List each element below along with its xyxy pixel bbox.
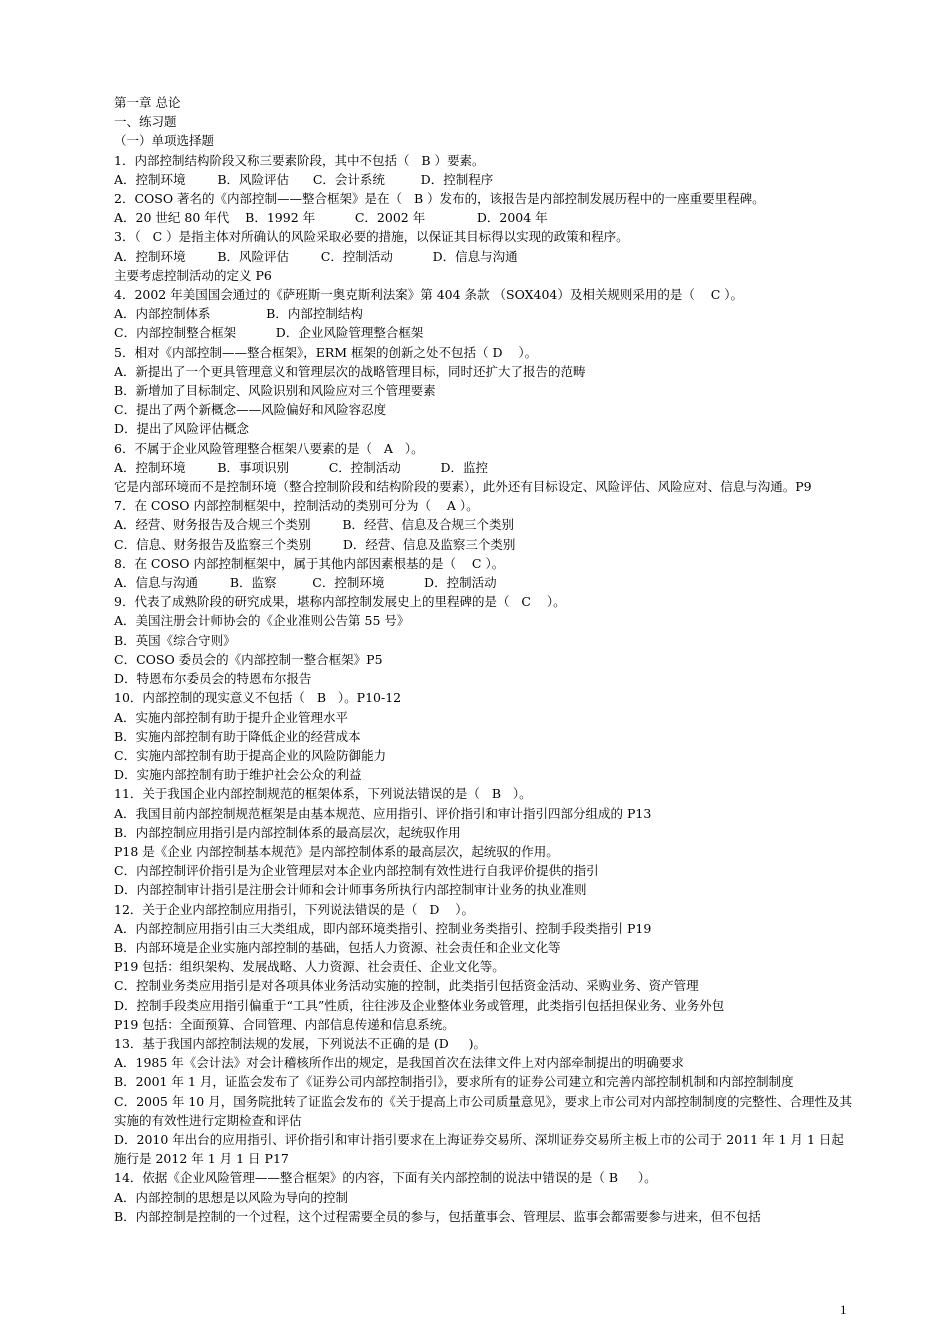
text-line: B．英国《综合守则》 bbox=[114, 632, 236, 648]
text-line: C．控制业务类应用指引是对各项具体业务活动实施的控制，此类指引包括资金活动、采购业务、资产管理 bbox=[114, 978, 699, 994]
text-line: D．特恩布尔委员会的特恩布尔报告 bbox=[114, 671, 312, 687]
text-line: A．控制环境 B．事项识别 C．控制活动 D．监控 bbox=[114, 459, 489, 475]
text-line: 5．相对《内部控制——整合框架》，ERM 框架的创新之处不包括（ D ）。 bbox=[114, 344, 538, 360]
text-line: A．内部控制应用指引由三大类组成，即内部环境类指引、控制业务类指引、控制手段类指引 P19 bbox=[114, 920, 652, 936]
text-line: 4．2002 年美国国会通过的《萨班斯一奥克斯利法案》第 404 条款 （SOX404）及相关规则采用的是（ C ）。 bbox=[114, 287, 744, 303]
text-line: D．控制手段类应用指引偏重于“工具”性质，往往涉及企业整体业务或管理，此类指引包括担保业务、业务外包 bbox=[114, 997, 725, 1013]
text-line: 2．COSO 著名的《内部控制——整合框架》是在（ B ）发布的，该报告是内部控制发展历程中的一座重要里程碑。 bbox=[114, 191, 765, 207]
text-line: C．信息、财务报告及监察三个类别 D．经营、信息及监察三个类别 bbox=[114, 536, 516, 552]
text-line: 9．代表了成熟阶段的研究成果，堪称内部控制发展史上的里程碑的是（ C ）。 bbox=[114, 594, 566, 610]
text-line: B．内部控制是控制的一个过程，这个过程需要全员的参与，包括董事会、管理层、监事会都需要参与进来，但不包括 bbox=[114, 1208, 761, 1224]
text-line: A．20 世纪 80 年代 B．1992 年 C．2002 年 D．2004 年 bbox=[114, 210, 548, 226]
text-line: A．1985 年《会计法》对会计稽核所作出的规定，是我国首次在法律文件上对内部牵制提出的明确要求 bbox=[114, 1055, 684, 1071]
text-line: P19 包括：全面预算、合同管理、内部信息传递和信息系统。 bbox=[114, 1016, 455, 1032]
text-line: 11．关于我国企业内部控制规范的框架体系，下列说法错误的是（ B ）。 bbox=[114, 786, 532, 802]
text-line: D．实施内部控制有助于维护社会公众的利益 bbox=[114, 767, 362, 783]
text-line: 3．（ C ）是指主体对所确认的风险采取必要的措施，以保证其目标得以实现的政策和程序。 bbox=[114, 229, 629, 245]
text-line: C．内部控制评价指引是为企业管理层对本企业内部控制有效性进行自我评价提供的指引 bbox=[114, 863, 599, 879]
text-line: B．实施内部控制有助于降低企业的经营成本 bbox=[114, 728, 361, 744]
text-line: B．新增加了目标制定、风险识别和风险应对三个管理要素 bbox=[114, 383, 436, 399]
text-paragraph: B．2001 年 1 月，证监会发布了《证券公司内部控制指引》，要求所有的证券公司建立和完善内部控制机制和内部控制制度 bbox=[114, 1074, 794, 1090]
text-line: 8．在 COSO 内部控制框架中，属于其他内部因素根基的是（ C ）。 bbox=[114, 555, 505, 571]
text-line: D．内部控制审计指引是注册会计师和会计师事务所执行内部控制审计业务的执业准则 bbox=[114, 882, 587, 898]
text-line: A．我国目前内部控制规范框架是由基本规范、应用指引、评价指引和审计指引四部分组成的 P13 bbox=[114, 805, 652, 821]
text-line: A．经营、财务报告及合规三个类别 B．经营、信息及合规三个类别 bbox=[114, 517, 515, 533]
text-line: （一）单项选择题 bbox=[114, 133, 215, 149]
text-line: A．控制环境 B．风险评估 C．控制活动 D．信息与沟通 bbox=[114, 248, 518, 264]
text-line: C．COSO 委员会的《内部控制一整合框架》P5 bbox=[114, 651, 383, 667]
text-paragraph: 它是内部环境而不是控制环境（整合控制阶段和结构阶段的要素），此外还有目标设定、风险评估、风险应对、信息与沟通。P9 bbox=[114, 479, 812, 495]
text-line: P18 是《企业 内部控制基本规范》是内部控制体系的最高层次，起统驭的作用。 bbox=[114, 843, 559, 859]
text-line: 14．依据《企业风险管理——整合框架》的内容，下面有关内部控制的说法中错误的是（ B ）。 bbox=[114, 1170, 657, 1186]
text-line: 13．基于我国内部控制法规的发展，下列说法不正确的是 (D )。 bbox=[114, 1035, 487, 1051]
text-line: A．新提出了一个更具管理意义和管理层次的战略管理目标，同时还扩大了报告的范畴 bbox=[114, 363, 586, 379]
text-paragraph: D．2010 年出台的应用指引、评价指引和审计指引要求在上海证券交易所、深圳证券交易所主板上市的公司于 2011 年 1 月 1 日起施行是 2012 年 1 月 1 日 P17 bbox=[114, 1131, 844, 1167]
text-line: C．内部控制整合框架 D．企业风险管理整合框架 bbox=[114, 325, 424, 341]
text-line: D．提出了风险评估概念 bbox=[114, 421, 250, 437]
text-line: C．实施内部控制有助于提高企业的风险防御能力 bbox=[114, 747, 387, 763]
text-line: 7．在 COSO 内部控制框架中，控制活动的类别可分为（ A ）。 bbox=[114, 498, 479, 514]
text-line: C．提出了两个新概念——风险偏好和风险容忍度 bbox=[114, 402, 387, 418]
text-line: 第一章 总论 bbox=[114, 95, 181, 110]
text-line: 一、练习题 bbox=[114, 114, 177, 130]
text-line: A．信息与沟通 B．监察 C．控制环境 D．控制活动 bbox=[114, 575, 497, 591]
text-line: 1．内部控制结构阶段又称三要素阶段，其中不包括（ B ）要素。 bbox=[114, 152, 485, 168]
document-body bbox=[114, 93, 854, 1226]
page-number: 1 bbox=[840, 1302, 847, 1317]
text-line: A．内部控制体系 B．内部控制结构 bbox=[114, 306, 363, 322]
text-line: 主要考虑控制活动的定义 P6 bbox=[114, 267, 272, 283]
text-line: 10．内部控制的现实意义不包括（ B ）。P10-12 bbox=[114, 690, 402, 706]
text-line: A．实施内部控制有助于提升企业管理水平 bbox=[114, 709, 349, 725]
text-line: B．内部环境是企业实施内部控制的基础，包括人力资源、社会责任和企业文化等 bbox=[114, 939, 561, 955]
text-line: A．美国注册会计师协会的《企业准则公告第 55 号》 bbox=[114, 613, 410, 629]
text-line: B．内部控制应用指引是内部控制体系的最高层次，起统驭作用 bbox=[114, 824, 461, 840]
text-paragraph: C．2005 年 10 月，国务院批转了证监会发布的《关于提高上市公司质量意见》，要求上市公司对内部控制制度的完整性、合理性及其实施的有效性进行定期检查和评估 bbox=[114, 1093, 852, 1128]
text-line: A．控制环境 B．风险评估 C．会计系统 D．控制程序 bbox=[114, 171, 494, 187]
text-line: 6．不属于企业风险管理整合框架八要素的是（ A ）。 bbox=[114, 440, 424, 456]
text-line: 12．关于企业内部控制应用指引，下列说法错误的是（ D ）。 bbox=[114, 901, 474, 917]
text-line: P19 包括：组织架构、发展战略、人力资源、社会责任、企业文化等。 bbox=[114, 959, 505, 975]
text-line: A．内部控制的思想是以风险为导向的控制 bbox=[114, 1189, 349, 1205]
